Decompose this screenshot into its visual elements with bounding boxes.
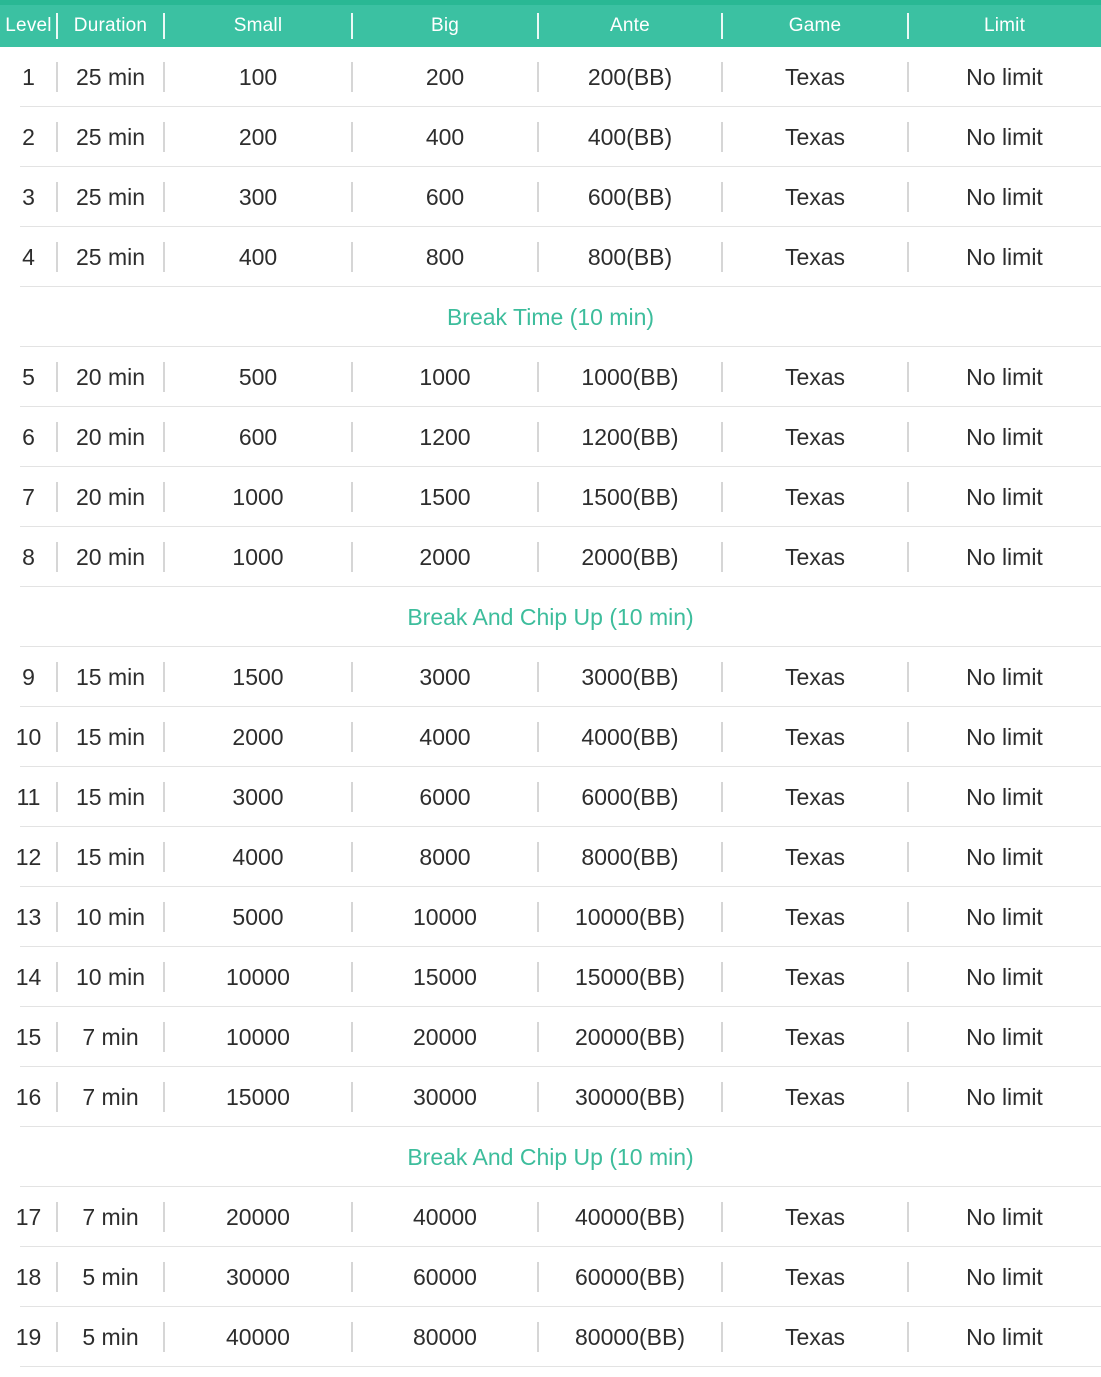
- cell-level: 17: [15, 1203, 42, 1230]
- cell-level: 1: [22, 63, 35, 90]
- table-row: [0, 347, 1101, 407]
- table-row: [0, 467, 1101, 527]
- cell-game: Texas: [722, 107, 908, 167]
- table-row: [0, 407, 1101, 467]
- cell-level: 5: [22, 363, 35, 390]
- column-header-ante: Ante: [538, 5, 722, 47]
- cell-limit: No limit: [908, 1307, 1101, 1367]
- cell-ante: 30000(BB): [538, 1067, 722, 1127]
- table-row: [0, 527, 1101, 587]
- cell-game: Texas: [722, 167, 908, 227]
- table-header: [0, 5, 1101, 47]
- cell-limit: No limit: [908, 887, 1101, 947]
- table-row: [0, 707, 1101, 767]
- table-row: [0, 647, 1101, 707]
- cell-ante: 200(BB): [538, 47, 722, 107]
- cell-big: 4000: [352, 707, 538, 767]
- cell-big: 200: [352, 47, 538, 107]
- cell-level: 15: [15, 1023, 42, 1050]
- cell-small: 10000: [164, 947, 352, 1007]
- cell-limit: No limit: [908, 47, 1101, 107]
- cell-big: 20000: [352, 1007, 538, 1067]
- cell-limit: No limit: [908, 1067, 1101, 1127]
- cell-level: 3: [22, 183, 35, 210]
- cell-duration: 7 min: [57, 1187, 164, 1247]
- cell-ante: 10000(BB): [538, 887, 722, 947]
- column-header-big: Big: [352, 5, 538, 47]
- cell-game: Texas: [722, 1067, 908, 1127]
- cell-limit: No limit: [908, 227, 1101, 287]
- cell-small: 1000: [164, 467, 352, 527]
- cell-duration: 20 min: [57, 527, 164, 587]
- cell-limit: No limit: [908, 1187, 1101, 1247]
- cell-small: 400: [164, 227, 352, 287]
- cell-limit: No limit: [908, 167, 1101, 227]
- break-row-label: Break And Chip Up (10 min): [407, 603, 694, 630]
- cell-game: Texas: [722, 227, 908, 287]
- cell-ante: 1000(BB): [538, 347, 722, 407]
- cell-small: 40000: [164, 1307, 352, 1367]
- table-row: [0, 1187, 1101, 1247]
- cell-level: 14: [15, 963, 42, 990]
- cell-big: 600: [352, 167, 538, 227]
- cell-ante: 1200(BB): [538, 407, 722, 467]
- cell-game: Texas: [722, 1247, 908, 1307]
- cell-small: 4000: [164, 827, 352, 887]
- table-body: [0, 47, 1101, 1367]
- cell-level: 2: [22, 123, 35, 150]
- cell-duration: 20 min: [57, 467, 164, 527]
- table-row: [0, 1247, 1101, 1307]
- cell-small: 600: [164, 407, 352, 467]
- cell-level: 13: [15, 903, 42, 930]
- cell-big: 1500: [352, 467, 538, 527]
- cell-big: 15000: [352, 947, 538, 1007]
- cell-limit: No limit: [908, 647, 1101, 707]
- cell-duration: 5 min: [57, 1307, 164, 1367]
- cell-ante: 2000(BB): [538, 527, 722, 587]
- cell-big: 10000: [352, 887, 538, 947]
- cell-big: 3000: [352, 647, 538, 707]
- cell-game: Texas: [722, 347, 908, 407]
- cell-level: 16: [15, 1083, 42, 1110]
- cell-duration: 15 min: [57, 827, 164, 887]
- cell-ante: 60000(BB): [538, 1247, 722, 1307]
- cell-game: Texas: [722, 527, 908, 587]
- cell-ante: 3000(BB): [538, 647, 722, 707]
- table-row: [0, 947, 1101, 1007]
- cell-game: Texas: [722, 1187, 908, 1247]
- cell-game: Texas: [722, 887, 908, 947]
- cell-small: 15000: [164, 1067, 352, 1127]
- cell-level: 11: [16, 783, 41, 810]
- cell-duration: 20 min: [57, 347, 164, 407]
- cell-game: Texas: [722, 467, 908, 527]
- cell-duration: 15 min: [57, 767, 164, 827]
- cell-limit: No limit: [908, 1247, 1101, 1307]
- cell-big: 1200: [352, 407, 538, 467]
- cell-duration: 25 min: [57, 167, 164, 227]
- break-row-label: Break And Chip Up (10 min): [407, 1143, 694, 1170]
- table-row: [0, 1007, 1101, 1067]
- cell-big: 40000: [352, 1187, 538, 1247]
- cell-duration: 10 min: [57, 947, 164, 1007]
- table-row: [0, 107, 1101, 167]
- cell-ante: 1500(BB): [538, 467, 722, 527]
- cell-level: 8: [22, 543, 35, 570]
- cell-game: Texas: [722, 827, 908, 887]
- cell-small: 20000: [164, 1187, 352, 1247]
- table-row: [0, 1067, 1101, 1127]
- cell-small: 5000: [164, 887, 352, 947]
- cell-limit: No limit: [908, 407, 1101, 467]
- cell-big: 1000: [352, 347, 538, 407]
- cell-limit: No limit: [908, 107, 1101, 167]
- cell-duration: 25 min: [57, 227, 164, 287]
- cell-level: 7: [22, 483, 35, 510]
- cell-big: 30000: [352, 1067, 538, 1127]
- cell-ante: 400(BB): [538, 107, 722, 167]
- cell-limit: No limit: [908, 707, 1101, 767]
- cell-big: 60000: [352, 1247, 538, 1307]
- table-row: [0, 767, 1101, 827]
- cell-big: 6000: [352, 767, 538, 827]
- cell-small: 30000: [164, 1247, 352, 1307]
- cell-level: 12: [15, 843, 42, 870]
- cell-ante: 15000(BB): [538, 947, 722, 1007]
- cell-limit: No limit: [908, 1007, 1101, 1067]
- table-row: [0, 827, 1101, 887]
- cell-small: 1000: [164, 527, 352, 587]
- cell-ante: 600(BB): [538, 167, 722, 227]
- cell-game: Texas: [722, 647, 908, 707]
- cell-big: 80000: [352, 1307, 538, 1367]
- cell-limit: No limit: [908, 527, 1101, 587]
- column-header-game: Game: [722, 5, 908, 47]
- cell-game: Texas: [722, 707, 908, 767]
- cell-duration: 7 min: [57, 1067, 164, 1127]
- cell-big: 800: [352, 227, 538, 287]
- cell-level: 6: [22, 423, 35, 450]
- cell-level: 4: [22, 243, 35, 270]
- cell-game: Texas: [722, 947, 908, 1007]
- cell-limit: No limit: [908, 347, 1101, 407]
- cell-limit: No limit: [908, 767, 1101, 827]
- column-header-level: Level: [5, 15, 52, 36]
- table-row: [0, 1307, 1101, 1367]
- cell-duration: 5 min: [57, 1247, 164, 1307]
- cell-small: 3000: [164, 767, 352, 827]
- cell-duration: 15 min: [57, 647, 164, 707]
- table-row: [0, 167, 1101, 227]
- cell-ante: 40000(BB): [538, 1187, 722, 1247]
- cell-small: 1500: [164, 647, 352, 707]
- cell-small: 100: [164, 47, 352, 107]
- cell-ante: 4000(BB): [538, 707, 722, 767]
- table-row: [0, 47, 1101, 107]
- column-header-small: Small: [164, 5, 352, 47]
- break-row-label: Break Time (10 min): [446, 303, 655, 330]
- cell-limit: No limit: [908, 827, 1101, 887]
- break-row: [0, 287, 1101, 347]
- break-row: [0, 1127, 1101, 1187]
- table-row: [0, 887, 1101, 947]
- cell-ante: 800(BB): [538, 227, 722, 287]
- cell-limit: No limit: [908, 467, 1101, 527]
- cell-small: 10000: [164, 1007, 352, 1067]
- cell-ante: 80000(BB): [538, 1307, 722, 1367]
- cell-level: 18: [15, 1263, 42, 1290]
- cell-big: 400: [352, 107, 538, 167]
- break-row: [0, 587, 1101, 647]
- cell-level: 19: [15, 1323, 42, 1350]
- cell-duration: 25 min: [57, 47, 164, 107]
- cell-small: 300: [164, 167, 352, 227]
- cell-game: Texas: [722, 1007, 908, 1067]
- cell-big: 8000: [352, 827, 538, 887]
- cell-small: 2000: [164, 707, 352, 767]
- cell-game: Texas: [722, 407, 908, 467]
- cell-game: Texas: [722, 1307, 908, 1367]
- cell-duration: 10 min: [57, 887, 164, 947]
- table-row: [0, 227, 1101, 287]
- cell-level: 10: [15, 723, 42, 750]
- cell-ante: 8000(BB): [538, 827, 722, 887]
- cell-duration: 25 min: [57, 107, 164, 167]
- cell-duration: 15 min: [57, 707, 164, 767]
- cell-small: 500: [164, 347, 352, 407]
- cell-ante: 6000(BB): [538, 767, 722, 827]
- cell-small: 200: [164, 107, 352, 167]
- cell-limit: No limit: [908, 947, 1101, 1007]
- cell-big: 2000: [352, 527, 538, 587]
- column-header-limit: Limit: [908, 5, 1101, 47]
- cell-duration: 20 min: [57, 407, 164, 467]
- cell-game: Texas: [722, 767, 908, 827]
- cell-duration: 7 min: [57, 1007, 164, 1067]
- column-header-duration: Duration: [57, 5, 164, 47]
- cell-level: 9: [22, 663, 35, 690]
- cell-game: Texas: [722, 47, 908, 107]
- cell-ante: 20000(BB): [538, 1007, 722, 1067]
